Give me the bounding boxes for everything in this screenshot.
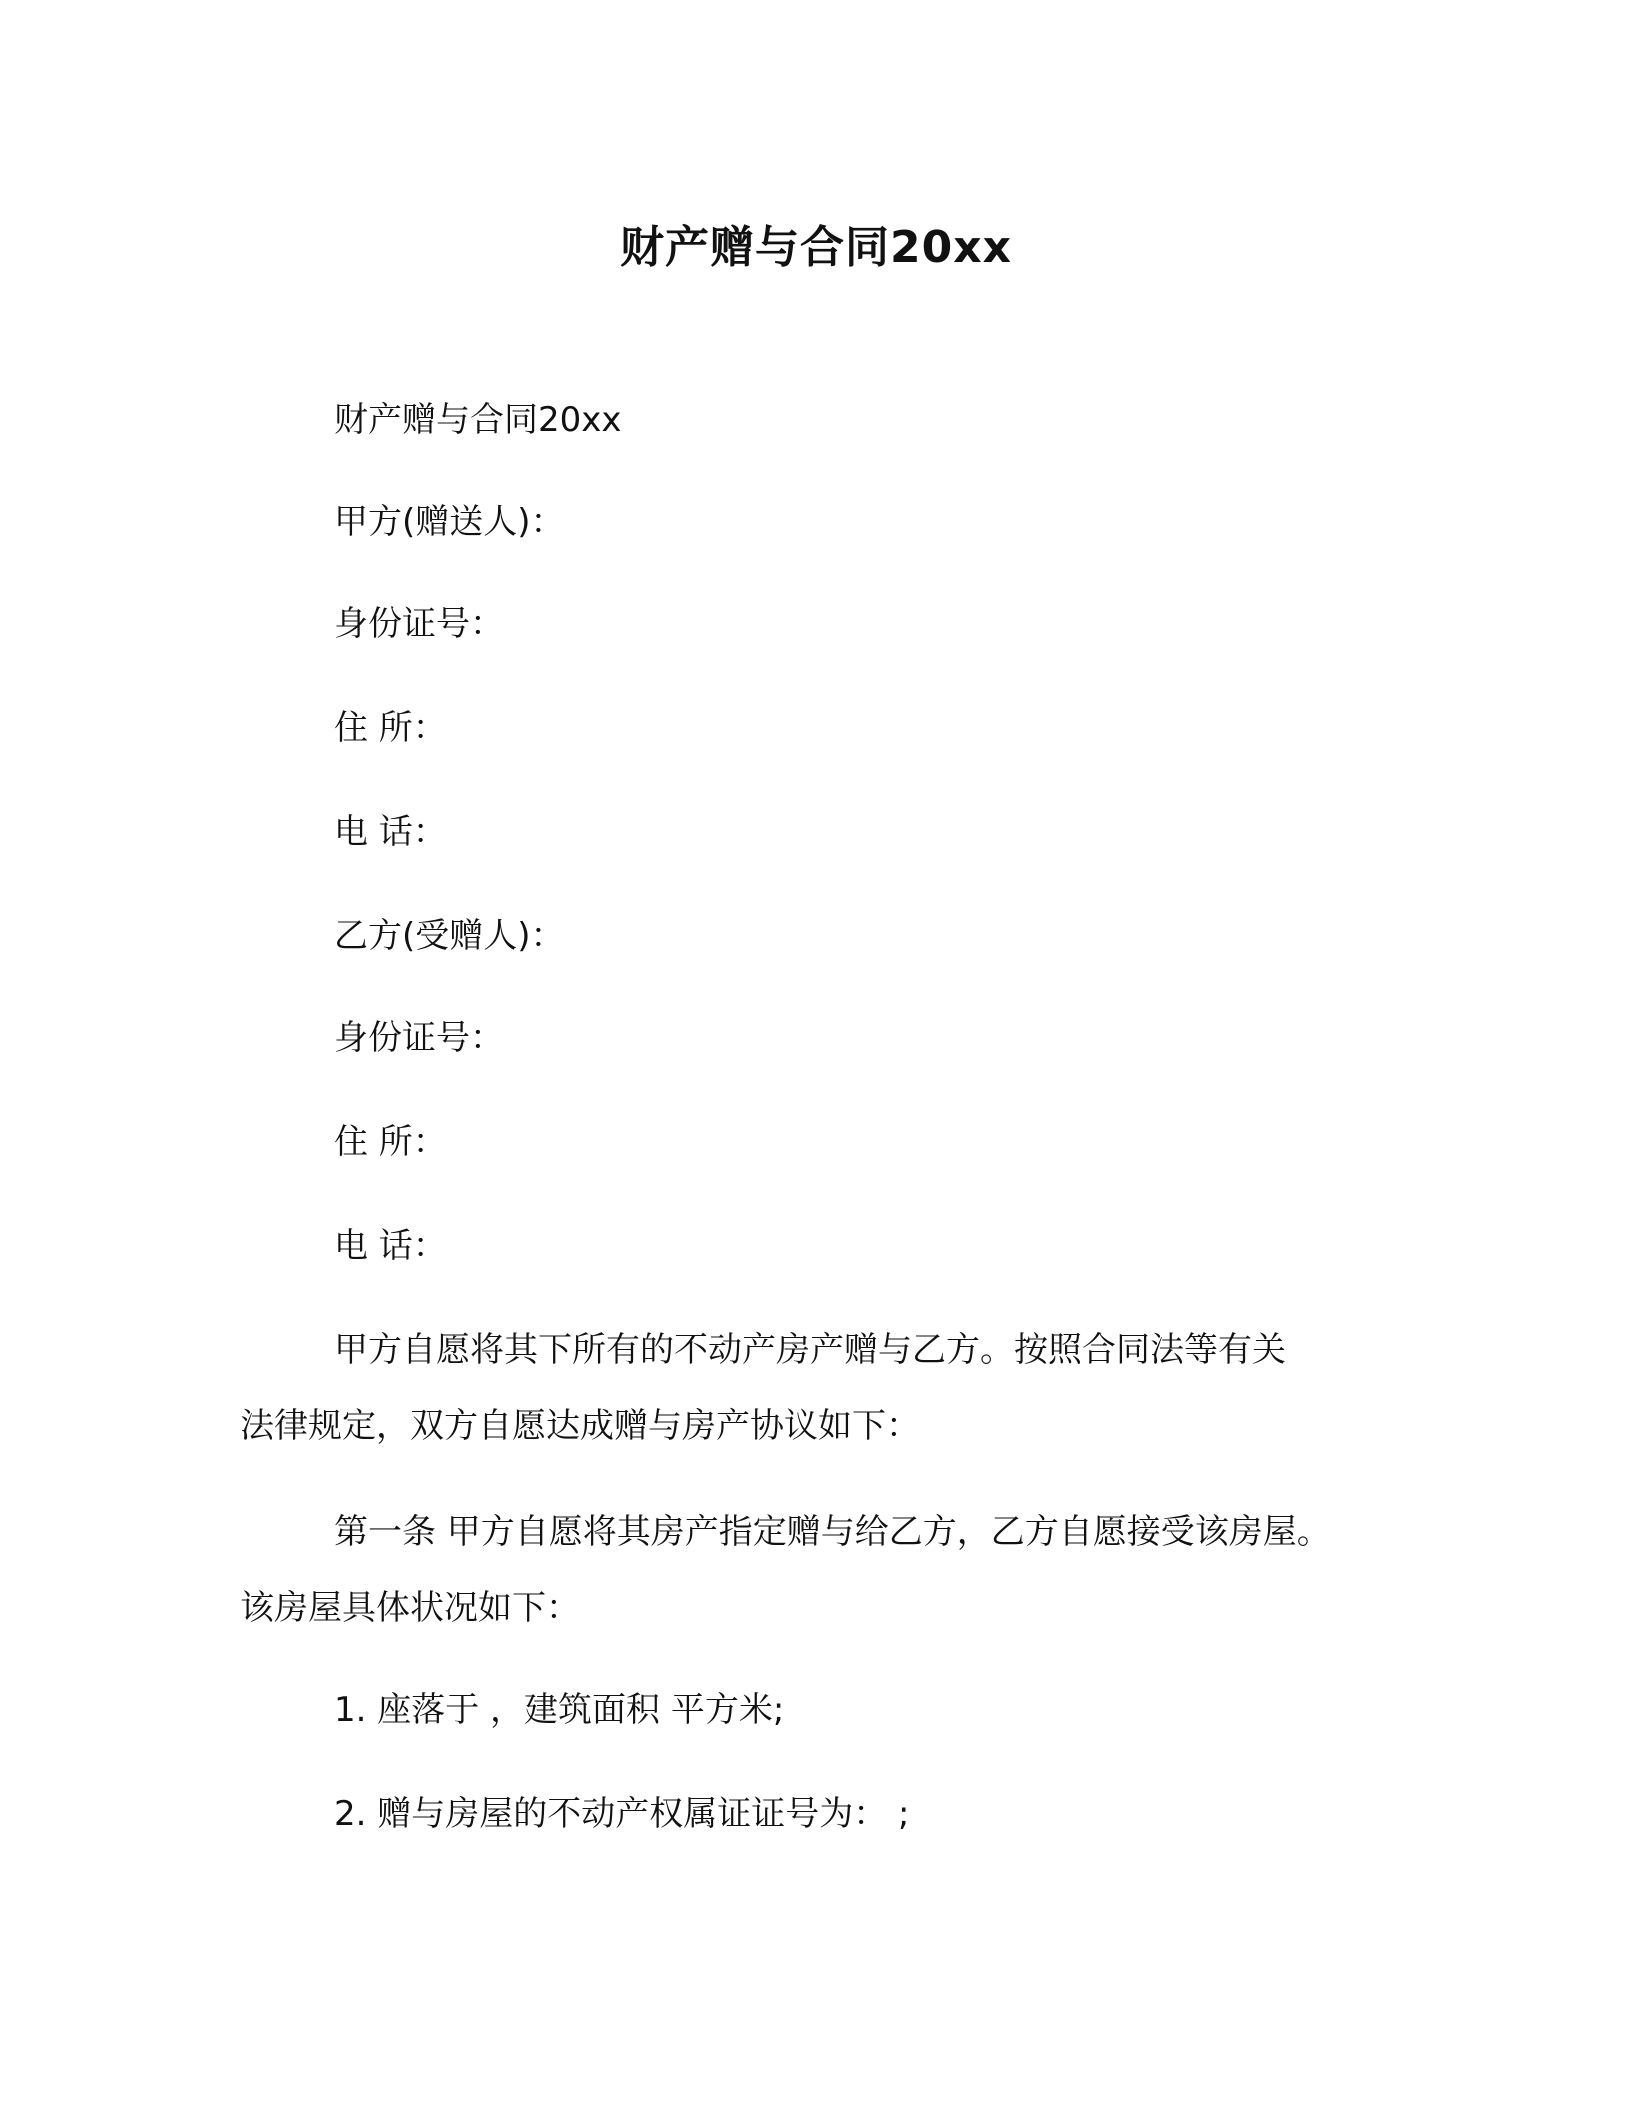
list-item-2: 2. 赠与房屋的不动产权属证证号为： ;: [334, 1794, 910, 1834]
party-a-address-label: 住 所：: [334, 708, 447, 748]
party-a-label: 甲方(赠送人)：: [334, 502, 565, 542]
party-b-address-label: 住 所：: [334, 1122, 447, 1162]
document-title: 财产赠与合同20xx: [620, 222, 1012, 273]
document-subtitle: 财产赠与合同20xx: [334, 400, 622, 440]
party-a-id-label: 身份证号：: [334, 604, 504, 644]
party-a-phone-label: 电 话：: [334, 812, 447, 852]
party-b-label: 乙方(受赠人)：: [334, 916, 565, 956]
article-1-line-2: 该房屋具体状况如下：: [240, 1588, 580, 1628]
list-item-1: 1. 座落于 ，建筑面积 平方米;: [334, 1690, 785, 1730]
intro-line-1: 甲方自愿将其下所有的不动产房产赠与乙方。按照合同法等有关: [334, 1330, 1286, 1370]
party-b-id-label: 身份证号：: [334, 1018, 504, 1058]
article-1-paragraph: [240, 1494, 1410, 1646]
intro-paragraph: [240, 1312, 1410, 1464]
article-1-line-1: 第一条 甲方自愿将其房产指定赠与给乙方，乙方自愿接受该房屋。: [334, 1512, 1331, 1552]
intro-line-2: 法律规定，双方自愿达成赠与房产协议如下：: [240, 1406, 920, 1446]
party-b-phone-label: 电 话：: [334, 1226, 447, 1266]
